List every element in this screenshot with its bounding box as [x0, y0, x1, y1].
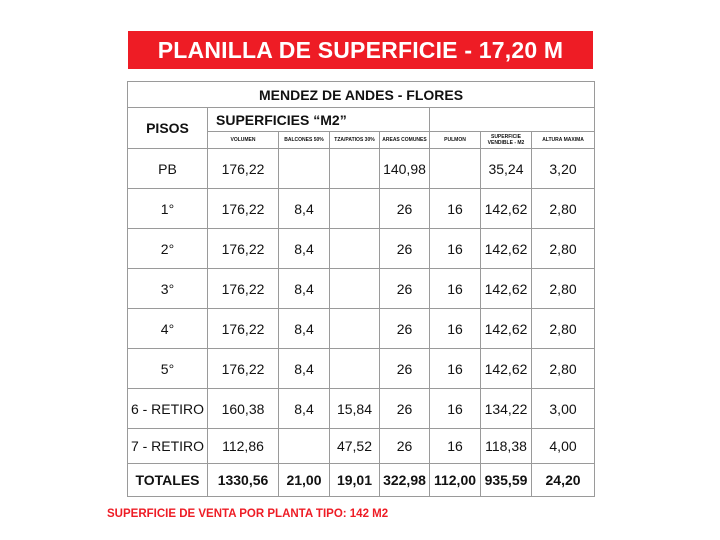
total-pulmon: 112,00 — [430, 464, 481, 497]
cell-areas: 140,98 — [380, 149, 430, 189]
floor-label: 2° — [128, 229, 208, 269]
cell-patios: 15,84 — [330, 389, 380, 429]
title-row — [128, 82, 595, 108]
cell-patios — [330, 269, 380, 309]
cell-pulmon: 16 — [430, 189, 481, 229]
table-row — [128, 429, 595, 464]
cell-volumen: 176,22 — [208, 149, 279, 189]
cell-altura: 3,20 — [532, 149, 595, 189]
cell-volumen: 176,22 — [208, 269, 279, 309]
table-row — [128, 149, 595, 189]
cell-areas: 26 — [380, 229, 430, 269]
pisos-header: PISOS — [128, 108, 208, 149]
cell-patios — [330, 349, 380, 389]
totals-label: TOTALES — [128, 464, 208, 497]
cell-areas: 26 — [380, 429, 430, 464]
cell-balcones: 8,4 — [279, 269, 330, 309]
cell-vendible: 134,22 — [481, 389, 532, 429]
cell-areas: 26 — [380, 389, 430, 429]
cell-altura: 4,00 — [532, 429, 595, 464]
cell-pulmon: 16 — [430, 229, 481, 269]
total-patios: 19,01 — [330, 464, 380, 497]
cell-balcones: 8,4 — [279, 189, 330, 229]
cell-patios — [330, 309, 380, 349]
floor-label: 3° — [128, 269, 208, 309]
cell-balcones — [279, 149, 330, 189]
cell-volumen: 160,38 — [208, 389, 279, 429]
location-title: MENDEZ DE ANDES - FLORES — [128, 82, 595, 108]
cell-balcones: 8,4 — [279, 229, 330, 269]
cell-patios — [330, 229, 380, 269]
col-header-altura: ALTURA MAXIMA — [532, 132, 595, 149]
total-areas: 322,98 — [380, 464, 430, 497]
cell-pulmon — [430, 149, 481, 189]
cell-pulmon: 16 — [430, 309, 481, 349]
table-row — [128, 269, 595, 309]
col-header-patios: TZA/PATIOS 30% — [330, 132, 380, 149]
floor-label: 1° — [128, 189, 208, 229]
total-vendible: 935,59 — [481, 464, 532, 497]
cell-volumen: 176,22 — [208, 309, 279, 349]
floor-label: 4° — [128, 309, 208, 349]
cell-patios — [330, 149, 380, 189]
cell-patios — [330, 189, 380, 229]
col-header-areas: AREAS COMUNES — [380, 132, 430, 149]
table-row — [128, 349, 595, 389]
cell-volumen: 176,22 — [208, 189, 279, 229]
cell-vendible: 118,38 — [481, 429, 532, 464]
total-altura: 24,20 — [532, 464, 595, 497]
col-header-balcones: BALCONES 50% — [279, 132, 330, 149]
title-banner — [128, 31, 593, 69]
table-row — [128, 389, 595, 429]
cell-volumen: 176,22 — [208, 349, 279, 389]
cell-altura: 2,80 — [532, 229, 595, 269]
total-volumen: 1330,56 — [208, 464, 279, 497]
floor-label: 7 - RETIRO — [128, 429, 208, 464]
cell-pulmon: 16 — [430, 349, 481, 389]
cell-vendible: 142,62 — [481, 269, 532, 309]
cell-volumen: 176,22 — [208, 229, 279, 269]
cell-altura: 2,80 — [532, 269, 595, 309]
cell-altura: 2,80 — [532, 349, 595, 389]
cell-areas: 26 — [380, 269, 430, 309]
cell-altura: 2,80 — [532, 309, 595, 349]
superficies-header: SUPERFICIES “M2” — [208, 108, 430, 132]
cell-volumen: 112,86 — [208, 429, 279, 464]
floor-label: 5° — [128, 349, 208, 389]
cell-balcones: 8,4 — [279, 349, 330, 389]
table-row — [128, 309, 595, 349]
col-header-vendible: SUPERFICIE VENDIBLE - M2 — [481, 132, 532, 149]
header-blank — [430, 108, 595, 132]
cell-altura: 2,80 — [532, 189, 595, 229]
cell-altura: 3,00 — [532, 389, 595, 429]
cell-patios: 47,52 — [330, 429, 380, 464]
cell-areas: 26 — [380, 309, 430, 349]
floor-label: PB — [128, 149, 208, 189]
sale-area-note: SUPERFICIE DE VENTA POR PLANTA TIPO: 142 M2 — [107, 508, 389, 520]
cell-areas: 26 — [380, 349, 430, 389]
table-row — [128, 229, 595, 269]
page-title: PLANILLA DE SUPERFICIE - 17,20 M — [157, 36, 564, 63]
table-row — [128, 189, 595, 229]
cell-vendible: 35,24 — [481, 149, 532, 189]
cell-vendible: 142,62 — [481, 309, 532, 349]
cell-vendible: 142,62 — [481, 349, 532, 389]
cell-pulmon: 16 — [430, 429, 481, 464]
header-row — [128, 108, 595, 132]
cell-vendible: 142,62 — [481, 189, 532, 229]
floor-label: 6 - RETIRO — [128, 389, 208, 429]
cell-areas: 26 — [380, 189, 430, 229]
surface-table — [127, 81, 595, 497]
cell-balcones — [279, 429, 330, 464]
total-balcones: 21,00 — [279, 464, 330, 497]
cell-vendible: 142,62 — [481, 229, 532, 269]
cell-pulmon: 16 — [430, 389, 481, 429]
col-header-volumen: VOLUMEN — [208, 132, 279, 149]
cell-balcones: 8,4 — [279, 389, 330, 429]
cell-pulmon: 16 — [430, 269, 481, 309]
cell-balcones: 8,4 — [279, 309, 330, 349]
col-header-pulmon: PULMON — [430, 132, 481, 149]
totals-row — [128, 464, 595, 497]
